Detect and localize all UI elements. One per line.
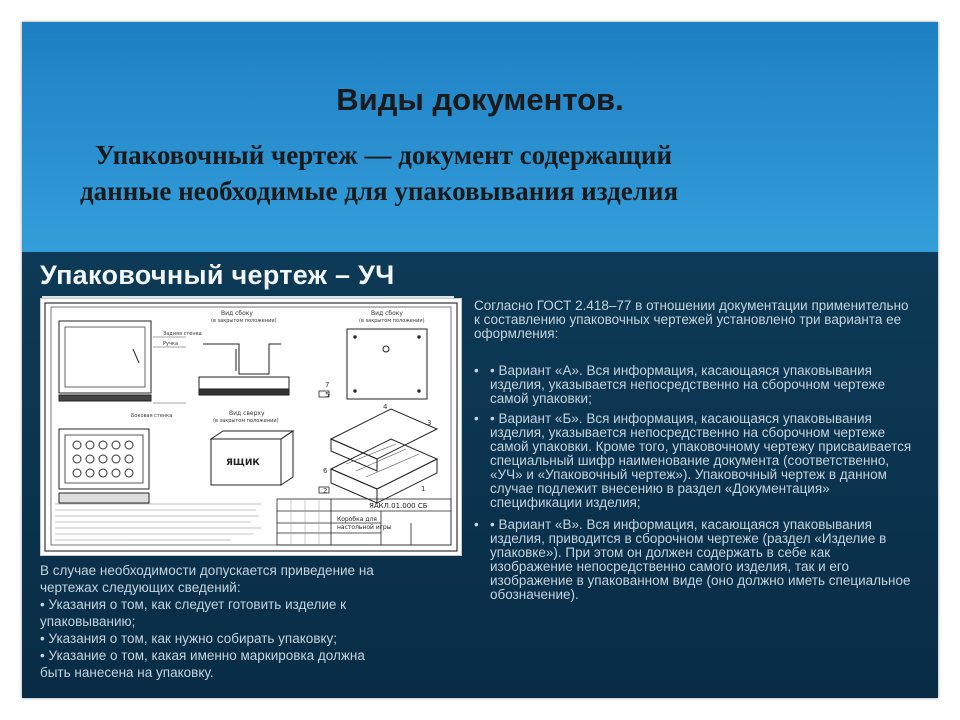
drawing-view-sublabel-1: (в закрытом положении) [211,318,277,324]
stamp-code: ЯАКЛ.01.000 СБ [369,502,428,510]
bullet-marker: • [474,517,479,532]
gost-intro-text: Согласно ГОСТ 2.418–77 в отношении документации применительно к составлению упаковочных чертежей установлено три варианта ее оформления: [474,298,909,341]
note-line: В случае необходимости допускается приведение на [40,563,374,578]
bullet-marker: • [474,411,479,426]
note-line: быть нанесена на упаковку. [40,665,214,680]
variant-list [474,364,914,608]
box-front-view [211,410,293,485]
variant-text: • Вариант «В». Вся информация, касающаяся упаковывания изделия, приводится в сборочном чертеже (раздел «Изделие в упаковке»). При этом он должен содержать в себе как изображение непосредственно самого изделия, так и его изображение в упакованном виде (оно должно иметь специальное обозначение). [490,517,911,602]
box-label: ЯЩИК [226,458,260,468]
variant-text: • Вариант «Б». Вся информация, касающаяся упаковывания изделия, указывается непосредственно на сборочном чертеже самой упаковки. Кроме того, упаковочному чертежу присваивается специальный шифр наименование документа (соответственно, «УЧ» и «Упаковочный чертеж»). Упаковочный чертеж в данном случае подлежит внесению в раздел «Документация» спецификации изделия; [490,411,912,510]
svg-text:4: 4 [383,403,388,411]
panel-heading: Упаковочный чертеж – УЧ [40,260,395,290]
stamp-name-1: Коробка для [337,516,377,523]
note-line: упаковыванию; [40,614,136,629]
callout-numbers [323,381,431,495]
drawing-view-label-3: Вид сверху [229,410,265,417]
lid-top-view [347,310,427,399]
subtitle-line-1: Упаковочный чертеж — документ содержащий [95,140,673,170]
slide-subtitle [80,137,900,209]
variant-item-v [474,518,914,602]
drawing-view-label-1: Вид сбоку [221,310,253,317]
variant-item-b [474,412,914,510]
optional-info-note [40,562,465,681]
note-line: • Указания о том, как нужно собирать упаковку; [40,631,338,646]
packing-drawing [41,299,461,555]
lid-profile-view [199,310,289,395]
svg-text:6: 6 [323,467,328,475]
box-side-view [59,321,151,401]
slide-title: Виды документов. [336,82,624,117]
drawing-notes [55,504,261,540]
svg-text:2: 2 [323,487,328,495]
svg-text:Ручка: Ручка [163,341,179,347]
svg-text:Боковая стенка: Боковая стенка [131,413,173,419]
svg-text:3: 3 [427,419,432,427]
svg-text:5: 5 [325,391,330,399]
svg-text:7: 7 [325,381,330,389]
packing-drawing-image [40,298,462,556]
variant-item-a [474,364,914,406]
svg-text:Задняя стенка: Задняя стенка [163,331,202,337]
note-line: • Указания о том, как следует готовить изделие к [40,597,347,612]
bullet-marker: • [474,363,479,378]
subtitle-line-2: данные необходимые для упаковывания изделия [80,176,679,206]
box-open-view [59,429,149,503]
drawing-view-sublabel-3: (в закрытом положении) [213,418,279,424]
drawing-view-sublabel-2: (в закрытом положении) [359,318,425,324]
note-line: • Указание о том, какая именно маркировка должна [40,648,365,663]
drawing-view-label-2: Вид сбоку [371,310,403,317]
variant-text: • Вариант «А». Вся информация, касающаяся упаковывания изделия, указывается непосредственно на сборочном чертеже самой упаковки; [490,363,886,406]
svg-text:1: 1 [421,485,426,493]
note-line: чертежах следующих сведений: [40,580,241,595]
stamp-name-2: настольной игры [337,524,392,531]
